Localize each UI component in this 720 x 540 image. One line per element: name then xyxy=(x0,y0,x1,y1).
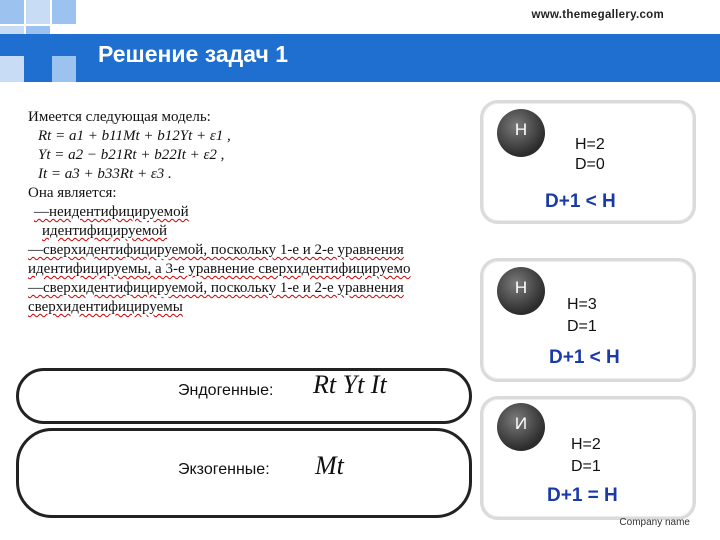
answer-option: —сверхидентифицируемой, поскольку 1-е и 2-е уравнения идентифицируемы, а 3-е уравнение сверхидентифицируемо xyxy=(28,242,411,277)
identification-badge: Н xyxy=(497,267,545,315)
website-url: www.themegallery.com xyxy=(531,9,664,21)
endogenous-variables: Rt Yt It xyxy=(313,370,387,399)
slide-title: Решение задач 1 xyxy=(98,41,289,67)
h-value: H=2 xyxy=(575,136,605,153)
company-name: Company name xyxy=(619,517,690,528)
equation-card-1 xyxy=(480,100,696,224)
equation-card-3 xyxy=(480,396,696,520)
answer-option: —неидентифицируемой xyxy=(34,204,189,220)
d-value: D=1 xyxy=(571,458,601,475)
answer-option: —сверхидентифицируемой, поскольку 1-е и 2-е уравнения сверхидентифицируемы xyxy=(28,280,404,315)
exogenous-variables: Mt xyxy=(315,451,344,480)
d-value: D=1 xyxy=(567,318,597,335)
condition-text: D+1 < H xyxy=(549,347,620,368)
decor-square xyxy=(26,0,50,24)
decor-square xyxy=(52,0,76,24)
answer-option: идентифицируемой xyxy=(42,223,168,239)
decor-square xyxy=(0,56,24,82)
problem-intro: Имеется следующая модель: xyxy=(28,109,211,125)
problem-text xyxy=(28,108,478,317)
decor-square xyxy=(0,0,24,24)
problem-question: Она является: xyxy=(28,185,117,201)
condition-text: D+1 = H xyxy=(547,485,618,506)
decor-square xyxy=(52,56,76,82)
d-value: D=0 xyxy=(575,156,605,173)
identification-badge: И xyxy=(497,403,545,451)
h-value: H=2 xyxy=(571,436,601,453)
endogenous-label: Эндогенные: xyxy=(178,382,274,399)
identification-badge: Н xyxy=(497,109,545,157)
equation-1: Rt = a1 + b11Mt + b12Yt + ε1 , xyxy=(38,128,231,144)
exogenous-label: Экзогенные: xyxy=(178,461,270,478)
equation-card-2 xyxy=(480,258,696,382)
condition-text: D+1 < H xyxy=(545,191,616,212)
h-value: H=3 xyxy=(567,296,597,313)
equation-2: Yt = a2 − b21Rt + b22It + ε2 , xyxy=(38,147,225,163)
equation-3: It = a3 + b33Rt + ε3 . xyxy=(38,166,172,182)
